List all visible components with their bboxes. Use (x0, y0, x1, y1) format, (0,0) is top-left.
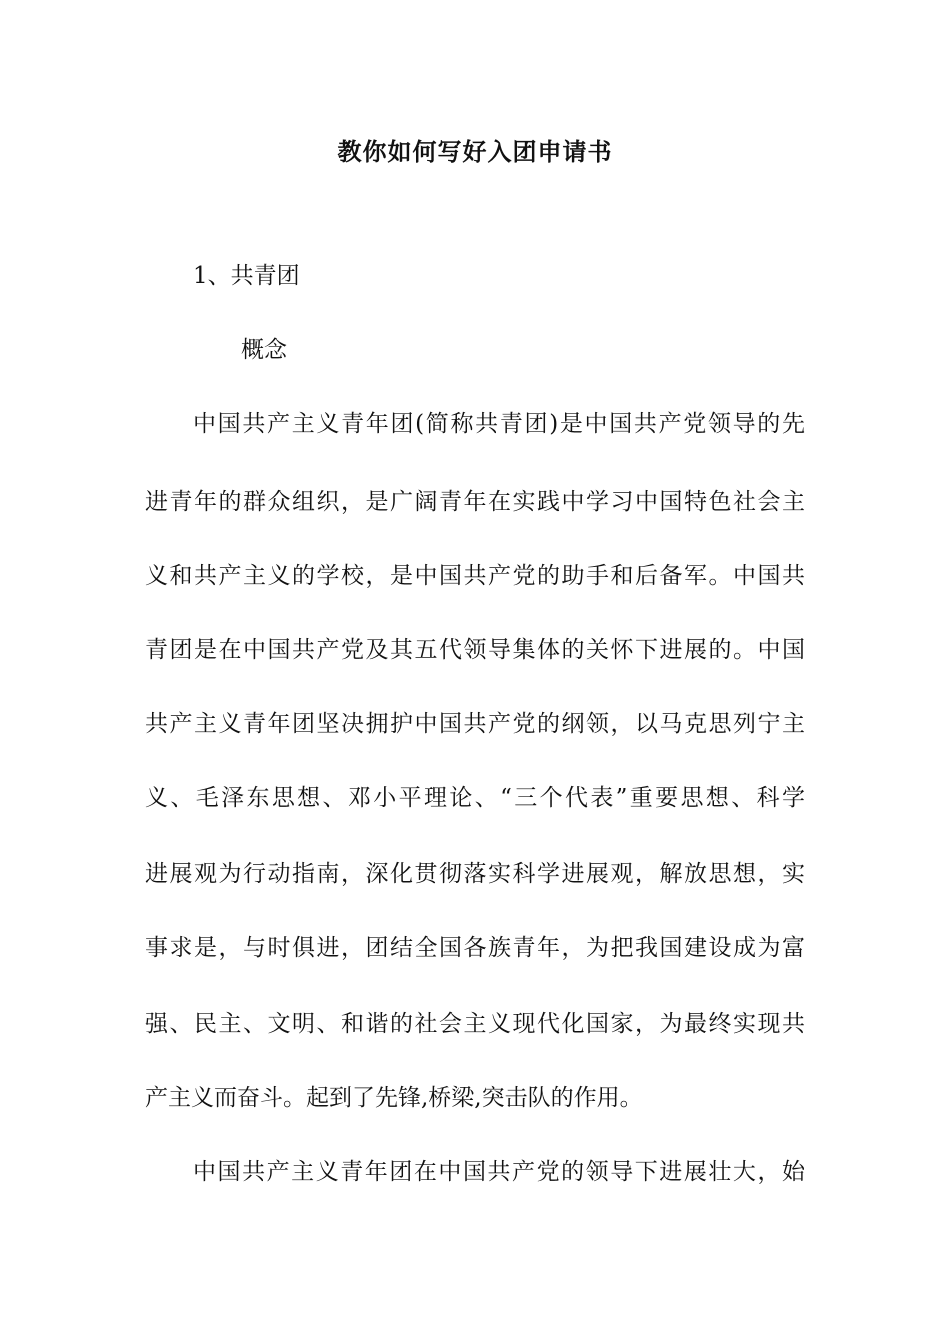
section-heading: 1、共青团 (193, 263, 300, 289)
paragraph-line: 事求是，与时俱进，团结全国各族青年，为把我国建设成为富 (145, 935, 805, 961)
paragraph-line: 进展观为行动指南，深化贯彻落实科学进展观，解放思想，实 (145, 861, 805, 887)
paragraph-line: 义、毛泽东思想、邓小平理论、“三个代表”重要思想、科学 (145, 785, 805, 811)
paragraph-line: 义和共产主义的学校，是中国共产党的助手和后备军。中国共 (145, 563, 805, 589)
document-title: 教你如何写好入团申请书 (337, 137, 613, 166)
paragraph-line: 强、民主、文明、和谐的社会主义现代化国家，为最终实现共 (145, 1011, 805, 1037)
paragraph-line: 青团是在中国共产党及其五代领导集体的关怀下进展的。中国 (145, 637, 805, 663)
paragraph-line: 中国共产主义青年团(简称共青团)是中国共产党领导的先 (193, 411, 805, 437)
subsection-heading: 概念 (241, 337, 287, 363)
paragraph-line: 产主义而奋斗。起到了先锋,桥梁,突击队的作用。 (145, 1085, 643, 1111)
paragraph-line: 中国共产主义青年团在中国共产党的领导下进展壮大，始 (193, 1159, 805, 1185)
paragraph-line: 共产主义青年团坚决拥护中国共产党的纲领，以马克思列宁主 (145, 711, 805, 737)
paragraph-line: 进青年的群众组织，是广阔青年在实践中学习中国特色社会主 (145, 489, 805, 515)
